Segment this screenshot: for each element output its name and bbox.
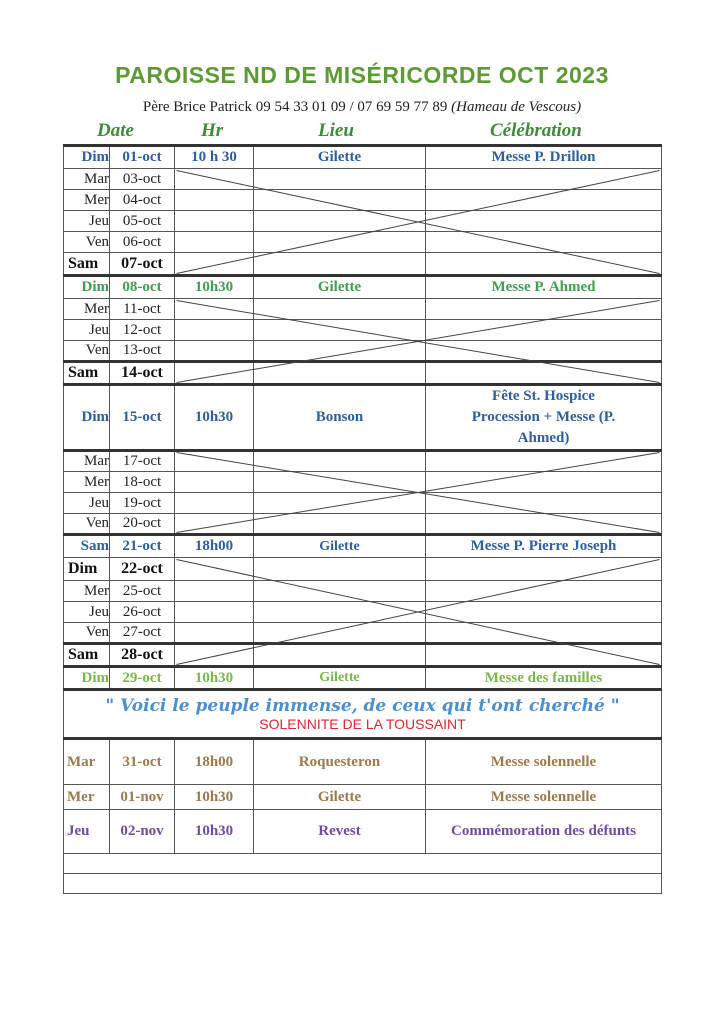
celebration-cell	[426, 514, 662, 535]
schedule-row	[64, 190, 662, 211]
date-cell: 11-oct	[110, 299, 175, 320]
day-cell: Sam	[64, 253, 110, 276]
location-note: (Hameau de Vescous)	[451, 99, 582, 115]
date-cell: 18-oct	[110, 472, 175, 493]
location-cell	[254, 190, 426, 211]
date-cell: 19-oct	[110, 493, 175, 514]
day-cell: Mer	[64, 785, 110, 810]
quote-row	[64, 690, 662, 739]
toussaint-row	[64, 739, 662, 785]
time-cell	[175, 253, 254, 276]
date-cell: 28-oct	[110, 644, 175, 667]
date-cell: 17-oct	[110, 451, 175, 472]
day-cell: Ven	[64, 623, 110, 644]
celebration-cell	[426, 451, 662, 472]
schedule-row	[64, 644, 662, 667]
schedule-row	[64, 169, 662, 190]
day-cell: Mer	[64, 472, 110, 493]
schedule-row	[64, 535, 662, 558]
time-cell	[175, 493, 254, 514]
schedule-row	[64, 341, 662, 362]
date-cell: 15-oct	[110, 385, 175, 451]
date-cell: 20-oct	[110, 514, 175, 535]
time-cell	[175, 472, 254, 493]
date-cell: 12-oct	[110, 320, 175, 341]
page-title: PAROISSE ND DE MISÉRICORDE OCT 2023	[115, 62, 609, 88]
time-cell: 18h00	[175, 535, 254, 558]
celebration-cell	[426, 472, 662, 493]
contact-line	[0, 99, 724, 116]
time-cell	[175, 644, 254, 667]
schedule-row	[64, 146, 662, 169]
date-cell: 01-nov	[110, 785, 175, 810]
time-cell	[175, 602, 254, 623]
contact-text: Père Brice Patrick 09 54 33 01 09 / 07 69 59 77 89	[142, 99, 448, 115]
celebration-cell	[426, 644, 662, 667]
day-cell: Dim	[64, 276, 110, 299]
header-celebration: Célébration	[490, 120, 582, 141]
celebration-line: Ahmed)	[517, 430, 570, 446]
date-cell: 25-oct	[110, 581, 175, 602]
date-cell: 21-oct	[110, 535, 175, 558]
celebration-cell	[426, 253, 662, 276]
date-cell: 07-oct	[110, 253, 175, 276]
location-cell	[254, 341, 426, 362]
schedule-row	[64, 385, 662, 451]
location-cell	[254, 581, 426, 602]
date-cell: 01-oct	[110, 146, 175, 169]
time-cell: 18h00	[175, 739, 254, 785]
time-cell	[175, 341, 254, 362]
day-cell: Ven	[64, 514, 110, 535]
celebration-cell	[426, 320, 662, 341]
header-date: Date	[97, 120, 134, 141]
time-cell	[175, 558, 254, 581]
day-cell: Mer	[64, 581, 110, 602]
location-cell	[254, 232, 426, 253]
celebration-cell	[426, 581, 662, 602]
time-cell	[175, 320, 254, 341]
date-cell: 05-oct	[110, 211, 175, 232]
date-cell: 13-oct	[110, 341, 175, 362]
day-cell: Sam	[64, 535, 110, 558]
location-cell: Gilette	[254, 785, 426, 810]
day-cell: Jeu	[64, 493, 110, 514]
time-cell	[175, 299, 254, 320]
schedule-row	[64, 299, 662, 320]
celebration-cell	[426, 385, 662, 451]
celebration-cell	[426, 602, 662, 623]
location-cell	[254, 299, 426, 320]
day-cell: Mar	[64, 451, 110, 472]
celebration-cell	[426, 169, 662, 190]
location-cell	[254, 623, 426, 644]
location-cell	[254, 169, 426, 190]
time-cell: 10 h 30	[175, 146, 254, 169]
time-cell: 10h30	[175, 785, 254, 810]
schedule-row	[64, 362, 662, 385]
celebration-cell: Messe solennelle	[426, 785, 662, 810]
day-cell: Jeu	[64, 320, 110, 341]
quote-text: " Voici le peuple immense, de ceux qui t'ont cherché "	[105, 696, 620, 716]
quote-cell	[64, 690, 662, 739]
date-cell: 03-oct	[110, 169, 175, 190]
celebration-line: Fête St. Hospice	[492, 388, 595, 404]
schedule-row	[64, 667, 662, 690]
schedule-row	[64, 276, 662, 299]
schedule-row	[64, 232, 662, 253]
day-cell: Ven	[64, 341, 110, 362]
toussaint-row	[64, 785, 662, 810]
schedule-row	[64, 514, 662, 535]
location-cell	[254, 644, 426, 667]
celebration-cell: Messe P. Pierre Joseph	[426, 535, 662, 558]
empty-cell	[64, 854, 662, 874]
time-cell: 10h30	[175, 810, 254, 854]
time-cell	[175, 169, 254, 190]
time-cell: 10h30	[175, 276, 254, 299]
location-cell	[254, 211, 426, 232]
location-cell: Gilette	[254, 146, 426, 169]
location-cell	[254, 602, 426, 623]
schedule-row	[64, 623, 662, 644]
location-cell	[254, 451, 426, 472]
time-cell	[175, 190, 254, 211]
day-cell: Dim	[64, 385, 110, 451]
date-cell: 02-nov	[110, 810, 175, 854]
time-cell	[175, 451, 254, 472]
location-cell: Revest	[254, 810, 426, 854]
schedule-row	[64, 581, 662, 602]
date-cell: 26-oct	[110, 602, 175, 623]
schedule-row	[64, 320, 662, 341]
location-cell: Gilette	[254, 535, 426, 558]
date-cell: 29-oct	[110, 667, 175, 690]
day-cell: Dim	[64, 558, 110, 581]
date-cell: 31-oct	[110, 739, 175, 785]
location-cell	[254, 472, 426, 493]
celebration-cell: Messe P. Ahmed	[426, 276, 662, 299]
time-cell: 10h30	[175, 667, 254, 690]
header-lieu: Lieu	[318, 120, 354, 141]
celebration-cell	[426, 190, 662, 211]
time-cell	[175, 362, 254, 385]
date-cell: 04-oct	[110, 190, 175, 211]
location-cell	[254, 253, 426, 276]
empty-row	[64, 874, 662, 894]
day-cell: Mar	[64, 169, 110, 190]
celebration-cell	[426, 623, 662, 644]
celebration-cell	[426, 362, 662, 385]
feast-title: SOLENNITE DE LA TOUSSAINT	[259, 716, 466, 732]
celebration-cell: Commémoration des défunts	[426, 810, 662, 854]
day-cell: Jeu	[64, 810, 110, 854]
time-cell	[175, 232, 254, 253]
celebration-cell	[426, 558, 662, 581]
location-cell	[254, 514, 426, 535]
celebration-cell	[426, 341, 662, 362]
celebration-cell	[426, 299, 662, 320]
location-cell: Gilette	[254, 276, 426, 299]
time-cell: 10h30	[175, 385, 254, 451]
location-cell: Bonson	[254, 385, 426, 451]
celebration-cell: Messe des familles	[426, 667, 662, 690]
time-cell	[175, 623, 254, 644]
celebration-cell: Messe solennelle	[426, 739, 662, 785]
toussaint-row	[64, 810, 662, 854]
schedule-row	[64, 451, 662, 472]
day-cell: Sam	[64, 644, 110, 667]
day-cell: Sam	[64, 362, 110, 385]
date-cell: 22-oct	[110, 558, 175, 581]
day-cell: Mer	[64, 299, 110, 320]
day-cell: Jeu	[64, 211, 110, 232]
schedule-row	[64, 493, 662, 514]
location-cell	[254, 558, 426, 581]
schedule-row	[64, 558, 662, 581]
location-cell	[254, 320, 426, 341]
empty-cell	[64, 874, 662, 894]
celebration-line: Procession + Messe (P.	[471, 409, 616, 425]
time-cell	[175, 211, 254, 232]
celebration-cell	[426, 232, 662, 253]
day-cell: Ven	[64, 232, 110, 253]
schedule-table	[63, 144, 662, 894]
day-cell: Jeu	[64, 602, 110, 623]
celebration-cell: Messe P. Drillon	[426, 146, 662, 169]
location-cell	[254, 362, 426, 385]
celebration-cell	[426, 493, 662, 514]
date-cell: 14-oct	[110, 362, 175, 385]
location-cell: Gilette	[254, 667, 426, 690]
schedule-row	[64, 211, 662, 232]
date-cell: 06-oct	[110, 232, 175, 253]
header-hr: Hr	[201, 120, 224, 141]
day-cell: Dim	[64, 146, 110, 169]
empty-row	[64, 854, 662, 874]
time-cell	[175, 581, 254, 602]
location-cell	[254, 493, 426, 514]
date-cell: 08-oct	[110, 276, 175, 299]
date-cell: 27-oct	[110, 623, 175, 644]
time-cell	[175, 514, 254, 535]
day-cell: Dim	[64, 667, 110, 690]
day-cell: Mar	[64, 739, 110, 785]
celebration-cell	[426, 211, 662, 232]
schedule-row	[64, 253, 662, 276]
location-cell: Roquesteron	[254, 739, 426, 785]
schedule-row	[64, 602, 662, 623]
day-cell: Mer	[64, 190, 110, 211]
schedule-row	[64, 472, 662, 493]
